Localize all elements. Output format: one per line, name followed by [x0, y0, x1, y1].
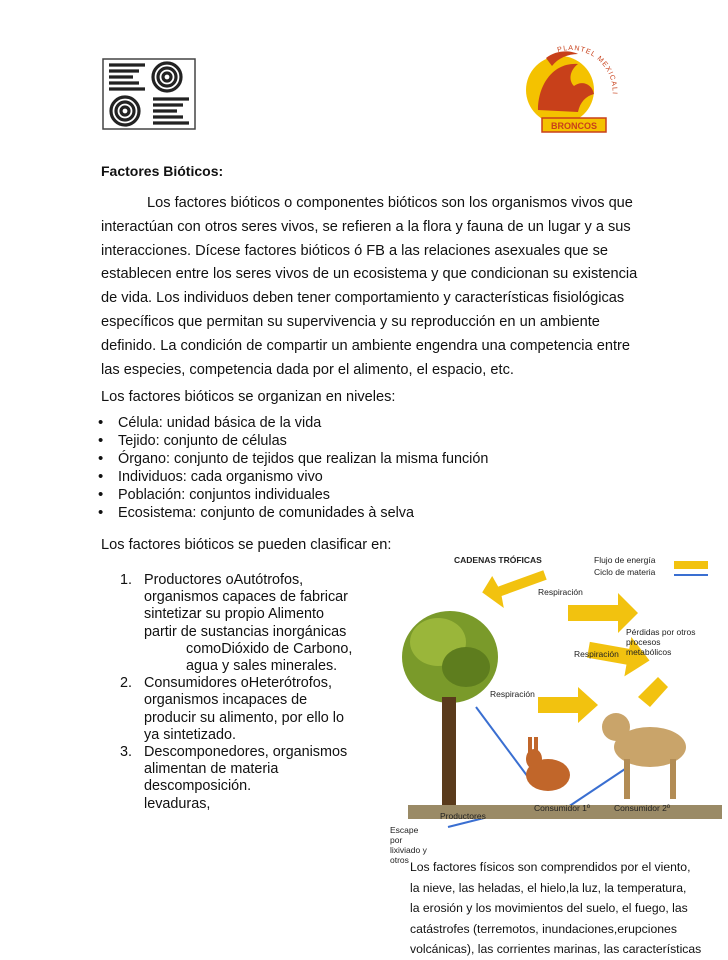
class-line: levaduras,	[144, 795, 211, 812]
label-productores: Productores	[440, 811, 486, 821]
class-line: ya sintetizado.	[144, 726, 236, 743]
label-consumidor-1: Consumidor 1º	[534, 803, 591, 813]
footer-line: la erosión y los movimientos del suelo, el fuego, las	[410, 901, 688, 916]
paragraph-line: condicionan su existencia de vida. Los individuos deben tener	[101, 266, 638, 307]
broncos-logo-arc-text: PLANTEL MEXICALI	[556, 44, 618, 96]
level-item: • Tejido: conjunto de células	[98, 432, 488, 450]
physical-factors-text	[410, 857, 728, 960]
class-indent-line: comoDióxido de Carbono,	[186, 640, 353, 657]
class-line: alimentan de materia	[144, 761, 279, 778]
levels-list	[98, 414, 488, 522]
paragraph-line: compartir un ambiente engendra una competencia entre las especies,	[101, 337, 630, 378]
label-respiracion-1: Respiración	[538, 587, 583, 597]
classify-intro: Los factores bióticos se pueden clasificar en:	[101, 537, 392, 553]
legend-matter: Ciclo de materia	[594, 567, 656, 577]
class-number: 1.	[120, 572, 133, 588]
class-item	[120, 675, 390, 744]
diagram-title: CADENAS TRÓFICAS	[454, 555, 542, 565]
section-title: Factores Bióticos:	[101, 163, 224, 179]
class-line: descomposición.	[144, 778, 252, 795]
paragraph-line: que interactúan con otros seres vivos, se refieren a la flora y fauna de un	[101, 195, 633, 235]
label-consumidor-2: Consumidor 2º	[614, 803, 671, 813]
class-line: Consumidores oHeterótrofos,	[144, 675, 332, 692]
class-line: partir de sustancias inorgánicas	[144, 623, 347, 640]
legend-energy: Flujo de energía	[594, 555, 656, 565]
level-item: • Población: conjuntos individuales	[98, 486, 488, 504]
level-item: • Célula: unidad básica de la vida	[98, 414, 488, 432]
class-number: 3.	[120, 744, 133, 761]
class-line: producir su alimento, por ello lo	[144, 709, 344, 726]
class-number: 2.	[120, 675, 133, 692]
footer-line: la nieve, las heladas, el hielo,la luz, la temperatura,	[410, 880, 687, 895]
paragraph-line: competencia dada por el alimento, el espacio, etc.	[189, 361, 514, 378]
footer-line: volcánicas), las corrientes marinas, las características	[410, 942, 702, 957]
cbbc-logo	[101, 57, 197, 131]
class-indent-line: agua y sales minerales.	[186, 658, 338, 675]
label-respiracion-2: Respiración	[574, 649, 619, 659]
trophic-chain-diagram	[388, 547, 722, 865]
broncos-logo-text: BRONCOS	[550, 121, 598, 131]
level-item: • Ecosistema: conjunto de comunidades à selva	[98, 504, 488, 522]
class-line: Descomponedores, organismos	[144, 744, 348, 761]
level-item: • Órgano: conjunto de tejidos que realizan la misma función	[98, 450, 488, 468]
paragraph-line: comportamiento y características fisiológicas específicos que permitan su	[101, 290, 625, 330]
classes-list	[120, 572, 390, 813]
label-perdidas: Pérdidas por otros procesos metabólicos	[626, 627, 696, 657]
class-line: organismos incapaces de	[144, 692, 308, 709]
levels-intro: Los factores bióticos se organizan en niveles:	[101, 389, 396, 405]
paragraph-line: asexuales que se establecen entre los seres vivos de un ecosistema y que	[101, 242, 608, 283]
paragraph-line: supervivencia y su reproducción en un ambiente definido. La condición de	[101, 313, 600, 354]
label-escape: Escape por lixiviado y otros	[390, 825, 427, 865]
label-respiracion-3: Respiración	[490, 689, 535, 699]
intro-paragraph	[101, 192, 641, 382]
broncos-logo	[508, 40, 618, 136]
paragraph-line: lugar y a sus interacciones. Dícese factores bióticos ó FB a las relaciones	[101, 218, 631, 259]
footer-line: catástrofes (terremotos, inundaciones,erupciones	[410, 921, 677, 936]
class-item	[120, 572, 390, 675]
class-line: organismos capaces de fabricar	[144, 589, 348, 606]
footer-line: Los factores físicos son comprendidos por el viento,	[410, 860, 691, 874]
paragraph-line: Los factores bióticos o componentes bióticos son los organismos vivos	[147, 195, 609, 211]
level-item: • Individuos: cada organismo vivo	[98, 468, 488, 486]
class-line: sintetizar su propio Alimento	[144, 606, 324, 623]
class-item	[120, 744, 390, 813]
class-line: Productores oAutótrofos,	[144, 572, 304, 588]
